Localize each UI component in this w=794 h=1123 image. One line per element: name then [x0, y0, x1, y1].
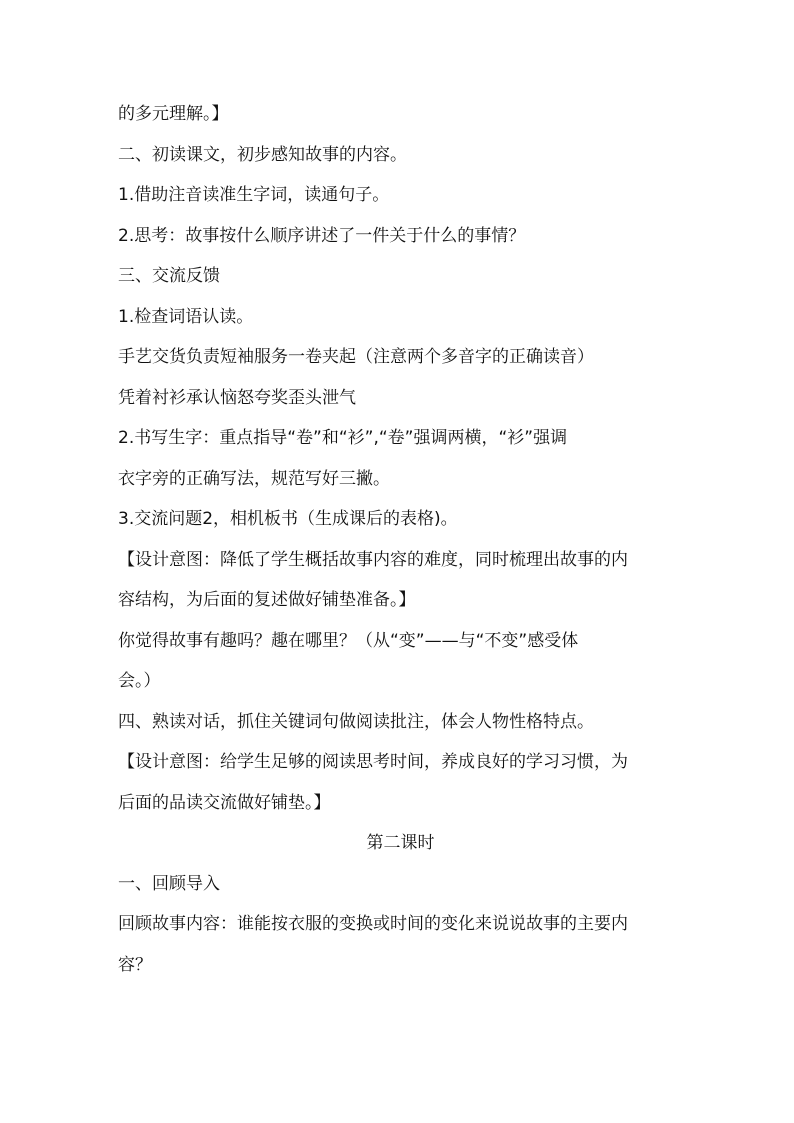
text-line: 衣字旁的正确写法，规范写好三撇。	[118, 468, 390, 489]
design-intent-note: 【设计意图：给学生足够的阅读思考时间，养成良好的学习习惯，为	[118, 752, 628, 772]
text-line: 的多元理解。】	[118, 104, 229, 124]
design-intent-note: 【设计意图：降低了学生概括故事内容的难度，同时梳理出故事的内	[118, 549, 628, 570]
document-body	[118, 102, 683, 993]
text-line: 你觉得故事有趣吗？趣在哪里？（从“变”——与“不变”感受体	[118, 630, 579, 651]
section-heading: 四、熟读对话，抓住关键词句做阅读批注，体会人物性格特点。	[118, 711, 594, 732]
design-intent-note: 容结构，为后面的复述做好铺垫准备。】	[118, 590, 416, 610]
text-line: 2.思考：故事按什么顺序讲述了一件关于什么的事情？	[118, 225, 526, 246]
text-line: 回顾故事内容：谁能按衣服的变换或时间的变化来说说故事的主要内	[118, 914, 628, 934]
design-intent-note: 后面的品读交流做好铺垫。】	[118, 792, 331, 813]
text-line: 会。）	[118, 671, 161, 691]
lesson-title: 第二课时	[366, 833, 435, 853]
text-line: 1.借助注音读准生字词，读通句子。	[118, 185, 390, 205]
text-line: 2.书写生字：重点指导“卷”和“衫”,“卷”强调两横，“衫”强调	[118, 428, 568, 448]
text-line: 1.检查词语认读。	[118, 306, 254, 327]
text-line: 3.交流问题2，相机板书（生成课后的表格)。	[118, 509, 458, 529]
section-heading: 二、初读课文，初步感知故事的内容。	[118, 144, 407, 165]
vocabulary-line: 凭着衬衫承认恼怒夸奖歪头泄气	[118, 387, 356, 408]
section-heading: 一、回顾导入	[118, 873, 220, 894]
text-line: 容？	[118, 954, 152, 975]
section-heading: 三、交流反馈	[118, 266, 220, 286]
vocabulary-line: 手艺交货负责短袖服务一卷夹起（注意两个多音字的正确读音）	[118, 347, 594, 367]
